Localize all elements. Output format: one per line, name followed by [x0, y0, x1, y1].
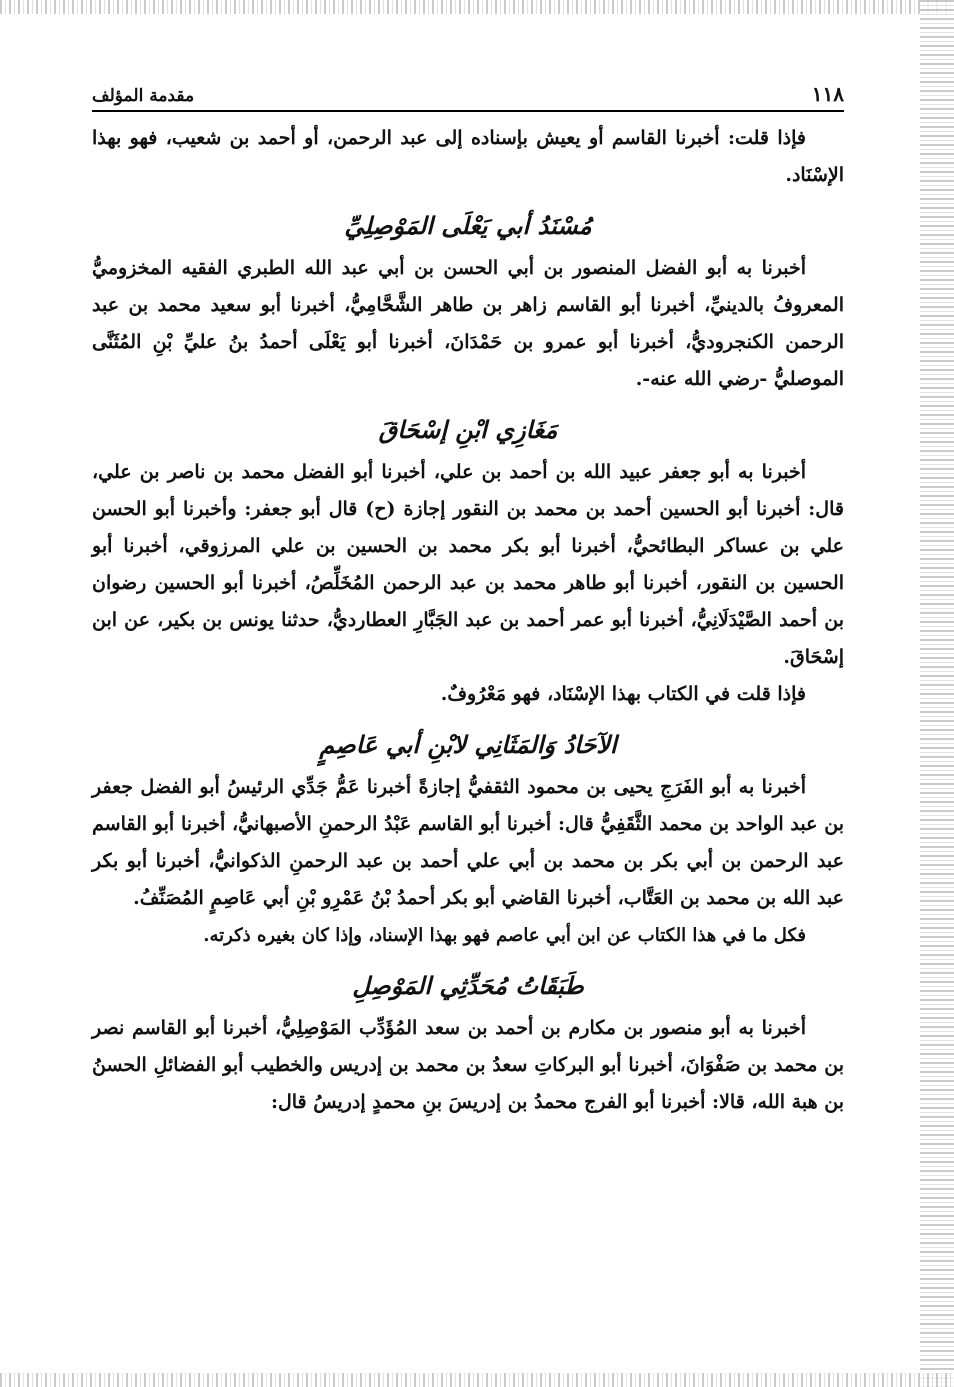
running-header: [92, 82, 844, 112]
section-title-maghazi: مَغَازِي ابْنِ إسْحَاقَ: [378, 415, 558, 444]
page-body: [92, 82, 844, 1121]
intro-paragraph: فإذا قلت: أخبرنا القاسم أو يعيش بإسناده إلى عبد الرحمن، أو أحمد بن شعيب، فهو بهذا الإسْنَاد.: [92, 127, 844, 186]
ornamental-border-bottom: [0, 1373, 954, 1387]
ornamental-border-right: [920, 0, 954, 1387]
section-paragraph: أخبرنا به أبو الفَرَجِ يحيى بن محمود الثقفيُّ إجازةً أخبرنا عَمُّ جَدِّي الرئيسُ أبو الفضل جعفر بن عبد الواحد بن محمد الثَّقَفِيُّ قال: أخبرنا أبو القاسم عَبْدُ الرحمنِ الأصبهانيُّ، أخبرنا أبو القاسم عبد الرحمن بن أبي بكر بن محمد بن أبي علي أحمد بن عبد الرحمنِ الذكوانيُّ، أخبرنا أبو بكر عبد الله بن محمد بن العَتَّاب، أخبرنا القاضي أبو بكر أحمدُ بْنُ عَمْرِو بْنِ أبي عَاصِمٍ المُصَنِّفُ.: [92, 776, 844, 909]
section-title-ahad: الآحَادُ وَالمَثَانِي لابْنِ أبي عَاصِمٍ: [319, 730, 617, 759]
section-title-tabaqat: طَبَقَاتُ مُحَدِّثِي المَوْصِلِ: [352, 971, 584, 1000]
section-paragraph: أخبرنا به أبو الفضل المنصور بن أبي الحسن بن أبي عبد الله الطبري الفقيه المخزوميُّ المعروفُ بالدينيِّ، أخبرنا أبو القاسم زاهر بن طاهر الشَّحَّامِيُّ، أخبرنا أبو سعيد محمد بن عبد الرحمن الكنجروديُّ، أخبرنا أبو عمرو بن حَمْدَانَ، أخبرنا أبو يَعْلَى أحمدُ بنُ عليِّ بْنِ المُثَنَّى الموصليُّ -رضي الله عنه-.: [92, 257, 844, 390]
section-paragraph: فإذا قلت في الكتاب بهذا الإسْنَاد، فهو مَعْرُوفٌ.: [440, 683, 806, 705]
ornamental-border-top: [0, 0, 954, 14]
running-title: مقدمة المؤلف: [92, 86, 195, 106]
section-paragraph: أخبرنا به أبو منصور بن مكارم بن أحمد بن سعد المُؤَدِّب المَوْصِلِيُّ، أخبرنا أبو القاسم نصر بن محمد بن صَفْوَانَ، أخبرنا أبو البركاتِ سعدُ بن محمد بن إدريس والخطيب أبو الفضائلِ الحسنُ بن هبة الله، قالا: أخبرنا أبو الفرج محمدُ بن إدريسَ بنِ محمدٍ إدريسُ قال:: [92, 1017, 844, 1113]
page-number: ١١٨: [811, 82, 844, 106]
section-paragraph: أخبرنا به أبو جعفر عبيد الله بن أحمد بن علي، أخبرنا أبو الفضل محمد بن ناصر بن علي، قال: أخبرنا أبو الحسين أحمد بن محمد بن النقور إجازة (ح) قال أبو جعفر: وأخبرنا أبو الحسن علي بن عساكر البطائحيُّ، أخبرنا أبو بكر محمد بن الحسين بن علي المرزوقي، أخبرنا أبو الحسين بن النقور، أخبرنا أبو طاهر محمد بن عبد الرحمن المُخَلِّصُ، أخبرنا أبو الحسين رضوان بن أحمد الصَّيْدَلَانِيُّ، أخبرنا أبو عمر أحمد بن عبد الجَبَّارِ العطارديُّ، حدثنا يونس بن بكير، عن ابن إسْحَاقَ.: [92, 461, 844, 668]
section-title-musnad: مُسْنَدُ أبي يَعْلَى المَوْصِلِيِّ: [344, 211, 592, 240]
section-paragraph: فكل ما في هذا الكتاب عن ابن أبي عاصم فهو بهذا الإسناد، وإذا كان بغيره ذكرته.: [203, 925, 806, 946]
